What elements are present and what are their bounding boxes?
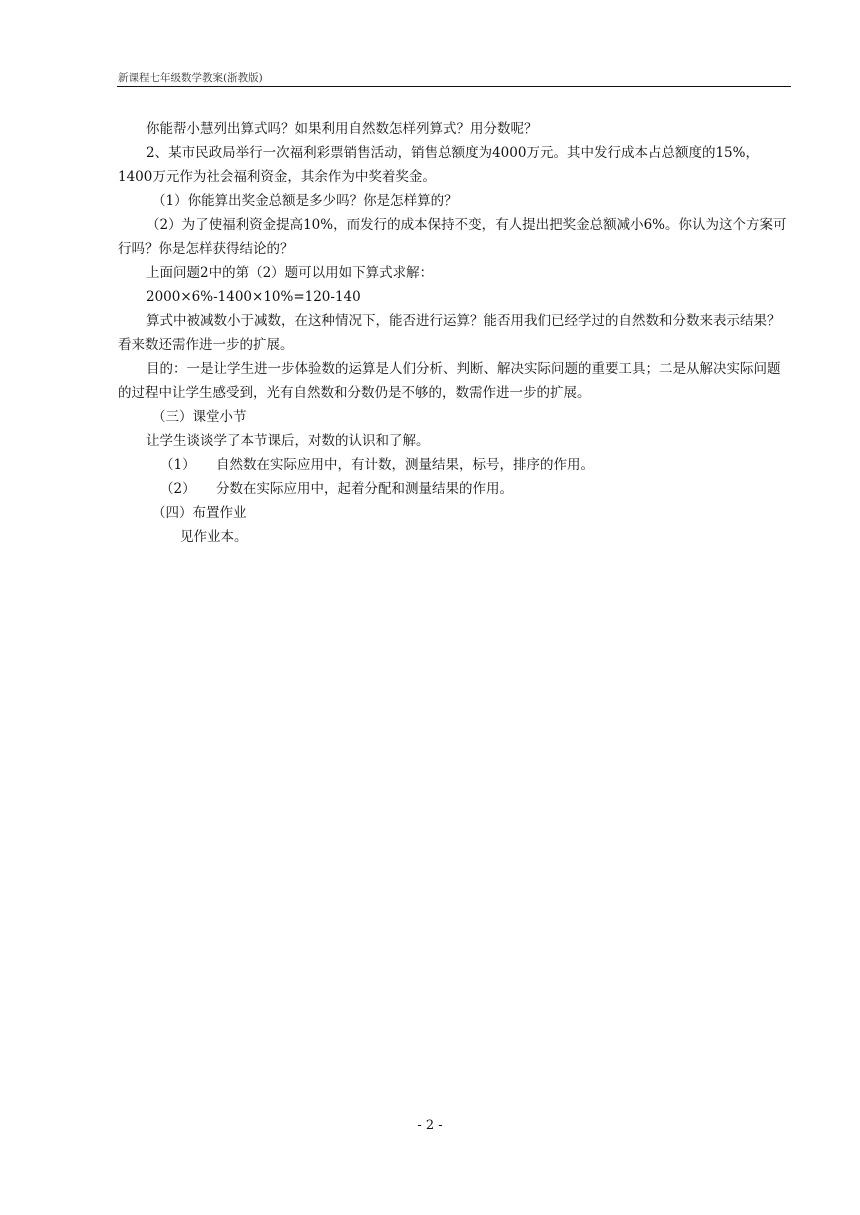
document-body [118, 117, 791, 549]
paragraph-problem-2: 2、某市民政局举行一次福利彩票销售活动，销售总额度为4000万元。其中发行成本占总额度的15%，1400万元作为社会福利资金，其余作为中奖着奖金。 [118, 145, 759, 185]
page-number: - 2 - [417, 1118, 443, 1133]
page-header-title: 新课程七年级数学教案(浙教版) [118, 72, 263, 84]
list-item-text: 自然数在实际应用中，有计数，测量结果，标号，排序的作用。 [216, 457, 594, 473]
paragraph-solution-intro: 上面问题2中的第（2）题可以用如下算式求解： [146, 265, 434, 281]
list-item-text: 分数在实际应用中，起着分配和测量结果的作用。 [216, 481, 513, 497]
section-heading-homework: （四）布置作业 [152, 505, 247, 521]
sub-question-1: （1）你能算出奖金总额是多少吗？你是怎样算的？ [152, 193, 458, 209]
paragraph-summary-intro: 让学生谈谈学了本节课后，对数的认识和了解。 [146, 433, 430, 449]
paragraph-discussion: 算式中被减数小于减数，在这种情况下，能否进行运算？能否用我们已经学过的自然数和分数来表示结果？看来数还需作进一步的扩展。 [118, 313, 781, 353]
section-heading-summary: （三）课堂小节 [152, 409, 247, 425]
paragraph-purpose: 目的：一是让学生进一步体验数的运算是人们分析、判断、解决实际问题的重要工具；二是从解决实际问题的过程中让学生感受到，光有自然数和分数仍是不够的，数需作进一步的扩展。 [118, 361, 781, 401]
header-divider [117, 86, 791, 87]
paragraph-question-intro: 你能帮小慧列出算式吗？如果利用自然数怎样列算式？用分数呢？ [146, 121, 538, 137]
list-item [118, 477, 791, 501]
sub-question-2: （2）为了使福利资金提高10%，而发行的成本保持不变，有人提出把奖金总额减小6%。你认为这个方案可行吗？你是怎样获得结论的？ [118, 217, 787, 257]
list-item [118, 453, 791, 477]
list-item-number: （1） [160, 457, 196, 473]
homework-text: 见作业本。 [180, 529, 248, 545]
formula-line: 2000×6%-1400×10%=120-140 [146, 289, 361, 305]
list-item-number: （2） [160, 481, 196, 497]
